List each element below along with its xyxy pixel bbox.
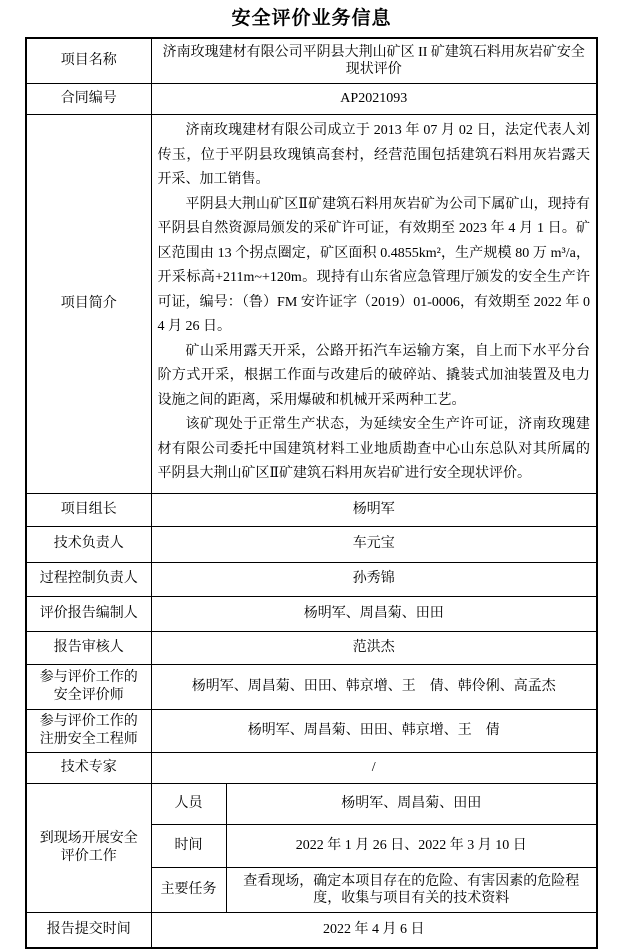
technical-lead-label: 技术负责人	[26, 526, 151, 562]
report-reviewer-value: 范洪杰	[151, 631, 597, 664]
safety-evaluators-label: 参与评价工作的安全评价师	[26, 664, 151, 709]
technical-experts-value: /	[151, 752, 597, 783]
brief-paragraph-2: 平阴县大荆山矿区Ⅱ矿建筑石料用灰岩矿为公司下属矿山，现持有平阴县自然资源局颁发的采矿许可证，有效期至 2023 年 4 月 1 日。矿区范围由 13 个拐点圈定，矿区面积 0.4855km²，生产规模 80 万 m³/a，开采标高+211m~+120m。现持有山东省应急管理厅颁发的安全生产许可证，编号：（鲁）FM 安许证字（2019）01-0006，有效期至 2022 年 04 月 26 日。	[157, 196, 590, 334]
contract-no-label: 合同编号	[26, 84, 151, 115]
row-technical-lead	[26, 526, 597, 562]
site-time-value: 2022 年 1 月 26 日、2022 年 3 月 10 日	[226, 824, 597, 867]
report-reviewer-label: 报告审核人	[26, 631, 151, 664]
row-report-reviewer	[26, 631, 597, 664]
site-task-label: 主要任务	[151, 867, 226, 912]
report-authors-value: 杨明军、周昌菊、田田	[151, 596, 597, 631]
row-process-control	[26, 562, 597, 596]
row-project-name	[26, 38, 597, 84]
row-report-authors	[26, 596, 597, 631]
brief-paragraph-1: 济南玫瑰建材有限公司成立于 2013 年 07 月 02 日，法定代表人刘传玉，位于平阴县玫瑰镇高套村，经营范围包括建筑石料用灰岩露天开采、加工销售。	[157, 123, 590, 187]
site-task-value: 查看现场，确定本项目存在的危险、有害因素的危险程度，收集与项目有关的技术资料	[226, 867, 597, 912]
row-site-work-personnel	[26, 783, 597, 824]
page-title: 安全评价业务信息	[231, 8, 392, 29]
process-control-label: 过程控制负责人	[26, 562, 151, 596]
project-brief-value	[151, 115, 597, 494]
registered-engineers-value: 杨明军、周昌菊、田田、韩京增、王 倩	[151, 709, 597, 752]
site-personnel-label: 人员	[151, 783, 226, 824]
row-contract-no	[26, 84, 597, 115]
project-brief-label: 项目简介	[26, 115, 151, 494]
registered-engineers-label: 参与评价工作的注册安全工程师	[26, 709, 151, 752]
row-project-leader	[26, 493, 597, 526]
row-registered-engineers	[26, 709, 597, 752]
project-leader-label: 项目组长	[26, 493, 151, 526]
site-work-label: 到现场开展安全评价工作	[26, 783, 151, 912]
row-technical-experts	[26, 752, 597, 783]
report-submit-label: 报告提交时间	[26, 912, 151, 948]
row-report-submit	[26, 912, 597, 948]
process-control-value: 孙秀锦	[151, 562, 597, 596]
report-authors-label: 评价报告编制人	[26, 596, 151, 631]
site-personnel-value: 杨明军、周昌菊、田田	[226, 783, 597, 824]
technical-lead-value: 车元宝	[151, 526, 597, 562]
site-time-label: 时间	[151, 824, 226, 867]
project-name-value: 济南玫瑰建材有限公司平阴县大荆山矿区 II 矿建筑石料用灰岩矿安全现状评价	[151, 38, 597, 84]
brief-paragraph-4: 该矿现处于正常生产状态，为延续安全生产许可证，济南玫瑰建材有限公司委托中国建筑材料工业地质勘查中心山东总队对其所属的平阴县大荆山矿区Ⅱ矿建筑石料用灰岩矿进行安全现状评价。	[157, 417, 590, 481]
project-name-label: 项目名称	[26, 38, 151, 84]
row-safety-evaluators	[26, 664, 597, 709]
brief-paragraph-3: 矿山采用露天开采，公路开拓汽车运输方案，自上而下水平分台阶方式开采，根据工作面与改建后的破碎站、撬装式加油装置及电力设施之间的距离，采用爆破和机械开采两种工艺。	[157, 343, 590, 408]
row-project-brief	[26, 115, 597, 494]
project-leader-value: 杨明军	[151, 493, 597, 526]
report-submit-value: 2022 年 4 月 6 日	[151, 912, 597, 948]
business-info-table	[25, 37, 598, 949]
safety-evaluators-value: 杨明军、周昌菊、田田、韩京增、王 倩、韩伶俐、高孟杰	[151, 664, 597, 709]
contract-no-value: AP2021093	[151, 84, 597, 115]
technical-experts-label: 技术专家	[26, 752, 151, 783]
